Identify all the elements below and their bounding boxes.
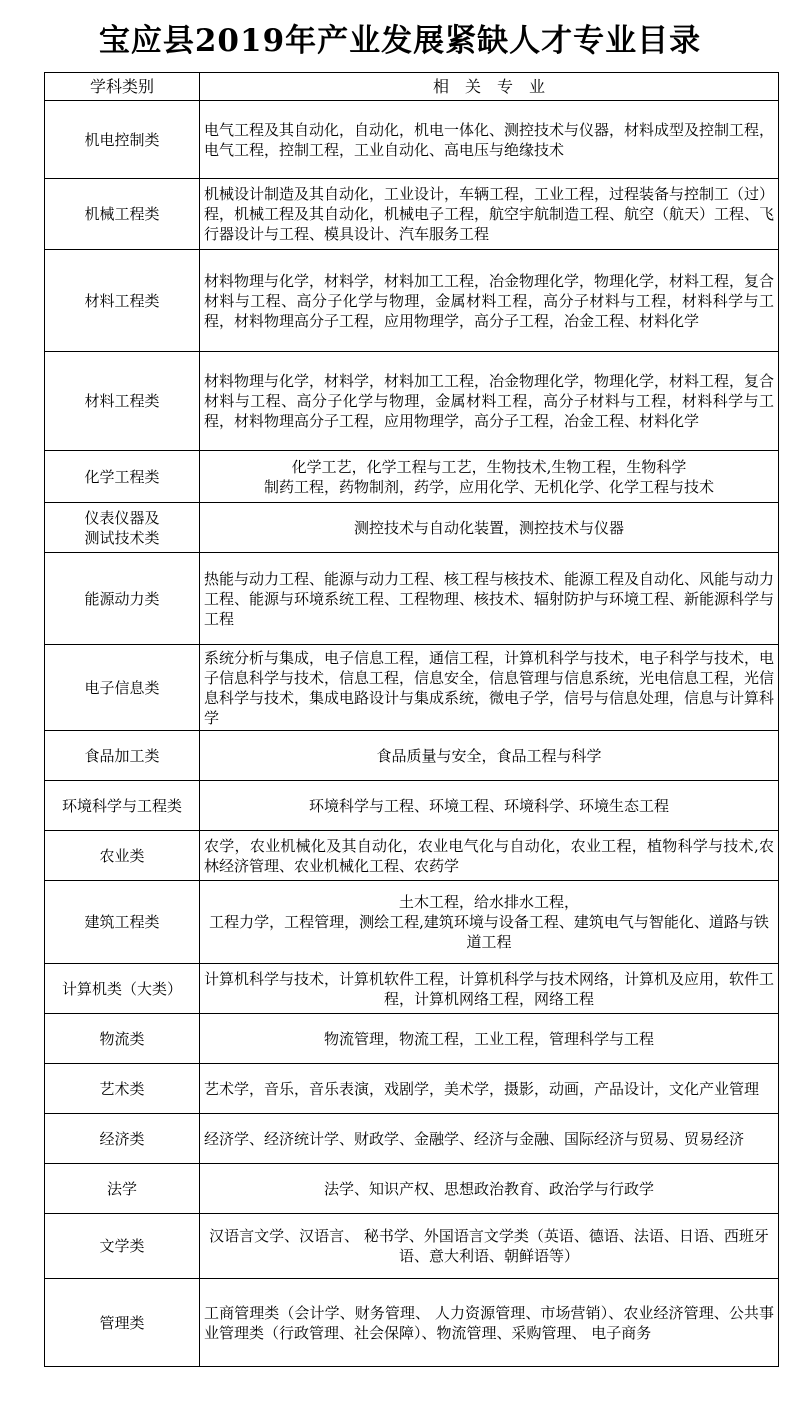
category-cell: 化学工程类	[45, 451, 200, 503]
category-cell: 农业类	[45, 831, 200, 881]
table-row	[45, 250, 779, 352]
table-row	[45, 451, 779, 503]
majors-cell: 热能与动力工程、能源与动力工程、核工程与核技术、能源工程及自动化、风能与动力工程、能源与环境系统工程、工程物理、核技术、辐射防护与环境工程、新能源科学与工程	[200, 553, 779, 645]
category-cell: 食品加工类	[45, 731, 200, 781]
category-cell: 物流类	[45, 1014, 200, 1064]
majors-cell: 农学，农业机械化及其自动化，农业电气化与自动化，农业工程，植物科学与技术,农林经济管理、农业机械化工程、农药学	[200, 831, 779, 881]
table-row	[45, 881, 779, 964]
table-row	[45, 831, 779, 881]
table-header-row	[45, 73, 779, 101]
category-cell: 机电控制类	[45, 101, 200, 179]
category-cell: 经济类	[45, 1114, 200, 1164]
majors-cell: 经济学、经济统计学、财政学、金融学、经济与金融、国际经济与贸易、贸易经济	[200, 1114, 779, 1164]
majors-cell: 法学、知识产权、思想政治教育、政治学与行政学	[200, 1164, 779, 1214]
table-row	[45, 781, 779, 831]
header-majors: 相 关 专 业	[200, 73, 779, 101]
table-row	[45, 503, 779, 553]
table-row	[45, 1114, 779, 1164]
table-row	[45, 1014, 779, 1064]
majors-cell: 食品质量与安全，食品工程与科学	[200, 731, 779, 781]
majors-cell: 艺术学，音乐，音乐表演，戏剧学，美术学，摄影，动画，产品设计，文化产业管理	[200, 1064, 779, 1114]
category-cell: 艺术类	[45, 1064, 200, 1114]
majors-cell: 材料物理与化学，材料学，材料加工工程，冶金物理化学，物理化学，材料工程，复合材料与工程、高分子化学与物理，金属材料工程，高分子材料与工程，材料科学与工程，材料物理高分子工程，应用物理学，高分子工程，冶金工程、材料化学	[200, 352, 779, 451]
table-row	[45, 101, 779, 179]
category-cell: 材料工程类	[45, 250, 200, 352]
category-cell: 计算机类（大类）	[45, 964, 200, 1014]
majors-cell: 材料物理与化学，材料学，材料加工工程，冶金物理化学，物理化学，材料工程，复合材料与工程、高分子化学与物理，金属材料工程，高分子材料与工程，材料科学与工程，材料物理高分子工程，应用物理学，高分子工程，冶金工程、材料化学	[200, 250, 779, 352]
category-cell: 管理类	[45, 1279, 200, 1367]
table-row	[45, 1064, 779, 1114]
table-row	[45, 1214, 779, 1279]
majors-cell: 化学工艺，化学工程与工艺，生物技术,生物工程，生物科学 制药工程，药物制剂，药学，应用化学、无机化学、化学工程与技术	[200, 451, 779, 503]
table-row	[45, 1279, 779, 1367]
majors-cell: 系统分析与集成，电子信息工程，通信工程，计算机科学与技术，电子科学与技术，电子信息科学与技术，信息工程，信息安全，信息管理与信息系统，光电信息工程，光信息科学与技术，集成电路设计与集成系统，微电子学，信号与信息处理，信息与计算科学	[200, 645, 779, 731]
category-cell: 机械工程类	[45, 179, 200, 250]
majors-cell: 电气工程及其自动化，自动化，机电一体化、测控技术与仪器，材料成型及控制工程，电气工程，控制工程，工业自动化、高电压与绝缘技术	[200, 101, 779, 179]
majors-cell: 环境科学与工程、环境工程、环境科学、环境生态工程	[200, 781, 779, 831]
page-title: 宝应县2019年产业发展紧缺人才专业目录	[98, 23, 702, 59]
majors-cell: 机械设计制造及其自动化，工业设计，车辆工程，工业工程，过程装备与控制工（过）程，机械工程及其自动化，机械电子工程，航空宇航制造工程、航空（航天）工程、飞行器设计与工程、模具设计、汽车服务工程	[200, 179, 779, 250]
majors-cell: 工商管理类（会计学、财务管理、 人力资源管理、市场营销）、农业经济管理、公共事业管理类（行政管理、社会保障）、物流管理、采购管理、 电子商务	[200, 1279, 779, 1367]
category-cell: 文学类	[45, 1214, 200, 1279]
table-row	[45, 731, 779, 781]
majors-cell: 汉语言文学、汉语言、 秘书学、外国语言文学类（英语、德语、法语、日语、西班牙语、意大利语、朝鲜语等）	[200, 1214, 779, 1279]
majors-table	[44, 72, 779, 1367]
table-row	[45, 964, 779, 1014]
table-row	[45, 352, 779, 451]
majors-cell: 测控技术与自动化装置，测控技术与仪器	[200, 503, 779, 553]
majors-cell: 计算机科学与技术，计算机软件工程，计算机科学与技术网络，计算机及应用，软件工程，计算机网络工程，网络工程	[200, 964, 779, 1014]
majors-cell: 物流管理，物流工程，工业工程，管理科学与工程	[200, 1014, 779, 1064]
table-row	[45, 645, 779, 731]
table-row	[45, 179, 779, 250]
category-cell: 材料工程类	[45, 352, 200, 451]
table-row	[45, 1164, 779, 1214]
header-category: 学科类别	[45, 73, 200, 101]
category-cell: 法学	[45, 1164, 200, 1214]
category-cell: 能源动力类	[45, 553, 200, 645]
category-cell: 电子信息类	[45, 645, 200, 731]
table-row	[45, 553, 779, 645]
majors-cell: 土木工程，给水排水工程， 工程力学，工程管理，测绘工程,建筑环境与设备工程、建筑电气与智能化、道路与铁道工程	[200, 881, 779, 964]
category-cell: 建筑工程类	[45, 881, 200, 964]
category-cell: 环境科学与工程类	[45, 781, 200, 831]
category-cell: 仪表仪器及 测试技术类	[45, 503, 200, 553]
